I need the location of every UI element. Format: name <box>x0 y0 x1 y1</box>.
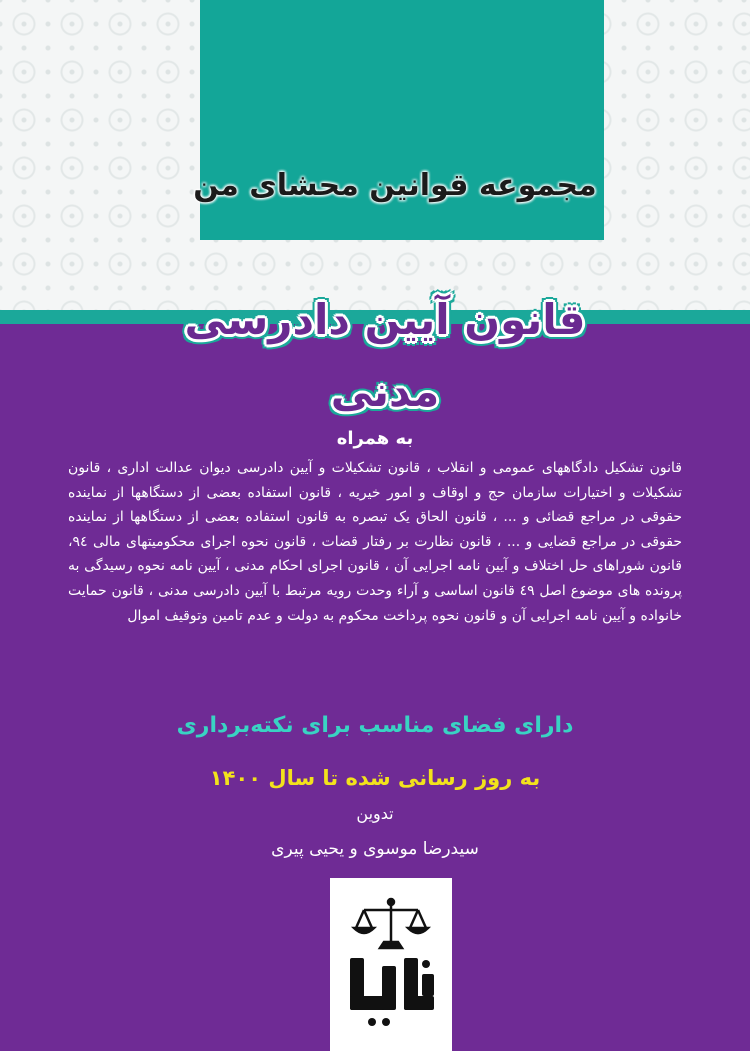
update-note: به روز رسانی شده تا سال ۱۴۰۰ <box>209 766 541 790</box>
subtitle: به همراه <box>336 428 414 449</box>
authors: سیدرضا موسوی و یحیی پیری <box>271 839 479 859</box>
publisher-logo-box <box>330 878 452 1051</box>
included-laws-text: قانون تشکیل دادگاههای عمومی و انقلاب ، قانون تشکیلات و آیین دادرسی دیوان عدالت اداری ، قانون تشکیلات و اختیارات سازمان حج و اوقاف و امور خیریه ، قانون استفاده بعضی از دستگاهها از نماینده حقوقی در مراجع قضائی و ... ، قانون الحاق یک تبصره به قانون استفاده بعضی از دستگاهها از نماینده حقوقی در مراجع قضایی و ... ، قانون نظارت بر رفتار قضات ، قانون نحوه اجرای محکومیتهای مالی ۹٤، قانون شوراهای حل اختلاف و آیین نامه اجرایی آن ، قانون اجرای احکام مدنی ، آیین نامه نحوه رسیدگی به پرونده های موضوع اصل ٤۹ قانون اساسی و آراء وحدت رویه مرتبط با آیین دادرسی مدنی ، قانون حمایت خانواده و آیین نامه اجرایی آن و قانون نحوه پرداخت محکوم به دولت و عدم تامین وتوقیف اموال <box>68 460 682 624</box>
scales-of-justice-icon <box>354 899 428 948</box>
publisher-logo <box>342 894 440 1034</box>
feature-note: دارای فضای مناسب برای نکته‌برداری <box>176 713 574 738</box>
publisher-wordmark <box>350 958 434 1026</box>
book-title: قانون آیین دادرسی مدنی <box>184 295 586 416</box>
compiled-by-label: تدوین <box>356 804 394 823</box>
series-title: مجموعه قوانین محشای من <box>193 168 597 203</box>
